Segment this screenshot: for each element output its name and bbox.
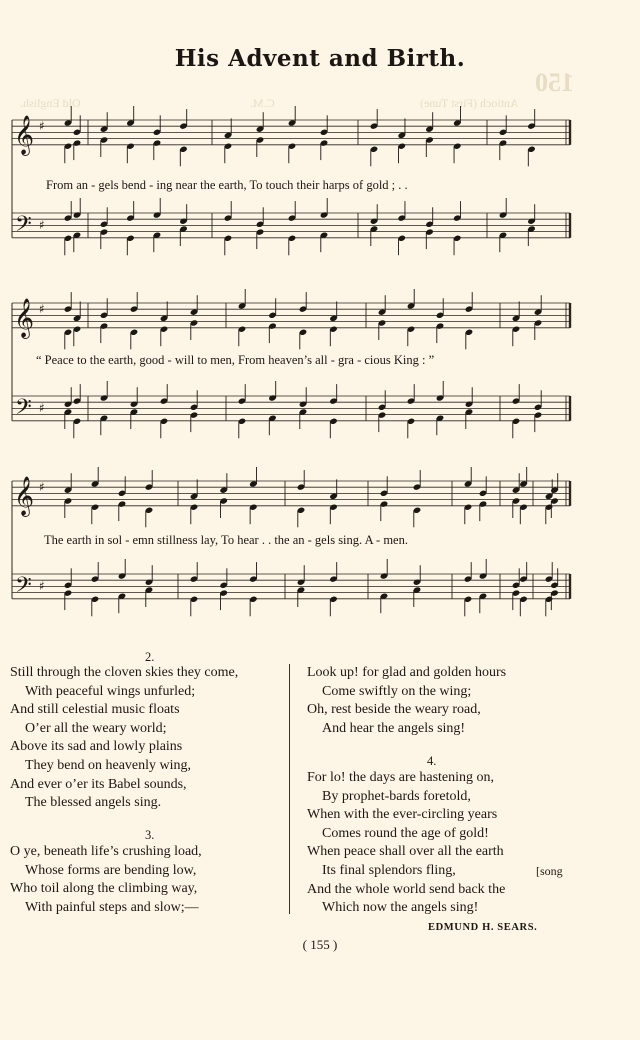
verse-line: They bend on heavenly wing,	[25, 757, 192, 773]
lyric-line-2: “ Peace to the earth, good - will to men, From heaven’s all - gra - cious King : ”	[36, 353, 435, 367]
verse-line: When peace shall over all the earth	[307, 844, 504, 860]
verse-line: For lo! the days are hastening on,	[307, 770, 495, 785]
verse-line: The blessed angels sing.	[25, 795, 162, 811]
verse-3-number: 3.	[145, 828, 155, 842]
treble-clef-icon: 𝄞	[14, 115, 35, 155]
key-signature-icon: ♯	[39, 302, 45, 316]
treble-clef-icon: 𝄞	[14, 298, 35, 338]
bass-clef-icon: 𝄢	[15, 212, 32, 242]
verse-2	[10, 664, 238, 813]
bleed-through-header-left: Old English.	[20, 96, 81, 110]
verse-line: And ever o’er its Babel sounds,	[10, 776, 187, 792]
verse-4	[307, 769, 505, 918]
lyric-line-3: The earth in sol - emn stillness lay, To hear . . the an - gels sing. A - men.	[44, 533, 408, 547]
verse-line: Which now the angels sing!	[322, 900, 479, 916]
verse-line: O ye, beneath life’s crushing load,	[10, 844, 202, 859]
verse-3	[10, 843, 202, 917]
verse-line: And still celestial music floats	[10, 702, 180, 718]
verse-4-overflow-word: [song	[536, 864, 563, 878]
verse-line: Whose forms are bending low,	[25, 862, 197, 878]
verse-line: With peaceful wings unfurled;	[25, 683, 196, 699]
bass-clef-icon: 𝄢	[15, 395, 32, 425]
verse-line: Comes round the age of gold!	[322, 825, 489, 841]
bleed-through-header-mid: C.M.	[250, 96, 275, 110]
lyric-line-1: From an - gels bend - ing near the earth, To touch their harps of gold ; . .	[46, 178, 408, 192]
verse-line: When with the ever-circling years	[307, 807, 498, 823]
treble-clef-icon: 𝄞	[14, 476, 35, 516]
key-signature-icon: ♯	[39, 579, 45, 593]
verse-line: And the whole world send back the	[307, 881, 506, 897]
verse-line: Above its sad and lowly plains	[10, 739, 183, 755]
verse-line: And hear the angels sing!	[322, 720, 466, 736]
author-credit: EDMUND H. SEARS.	[428, 922, 538, 933]
verse-4-number: 4.	[427, 754, 437, 768]
key-signature-icon: ♯	[39, 218, 45, 232]
hymn-title: His Advent and Birth.	[174, 45, 466, 72]
bleed-through-header-right: Antioch (First Tune)	[420, 96, 519, 110]
bass-clef-icon: 𝄢	[15, 573, 32, 603]
verse-line: Look up! for glad and golden hours	[307, 665, 507, 680]
page-number: ( 155 )	[302, 937, 338, 952]
verse-3-continued	[307, 664, 506, 738]
verse-line: Come swiftly on the wing;	[322, 683, 472, 699]
verse-line: By prophet-bards foretold,	[322, 788, 471, 804]
verse-line: Oh, rest beside the weary road,	[307, 702, 481, 718]
verse-2-number: 2.	[145, 650, 155, 664]
key-signature-icon: ♯	[39, 119, 45, 133]
key-signature-icon: ♯	[39, 401, 45, 415]
verse-line: Still through the cloven skies they come,	[10, 665, 239, 680]
verse-line: Its final splendors fling,	[322, 862, 456, 878]
key-signature-icon: ♯	[39, 480, 45, 494]
verse-line: O’er all the weary world;	[25, 720, 167, 736]
verse-line: With painful steps and slow;—	[25, 899, 199, 915]
column-divider	[289, 664, 290, 914]
verse-line: Who toil along the climbing way,	[10, 881, 198, 897]
bleed-through-number: 150	[535, 68, 574, 97]
